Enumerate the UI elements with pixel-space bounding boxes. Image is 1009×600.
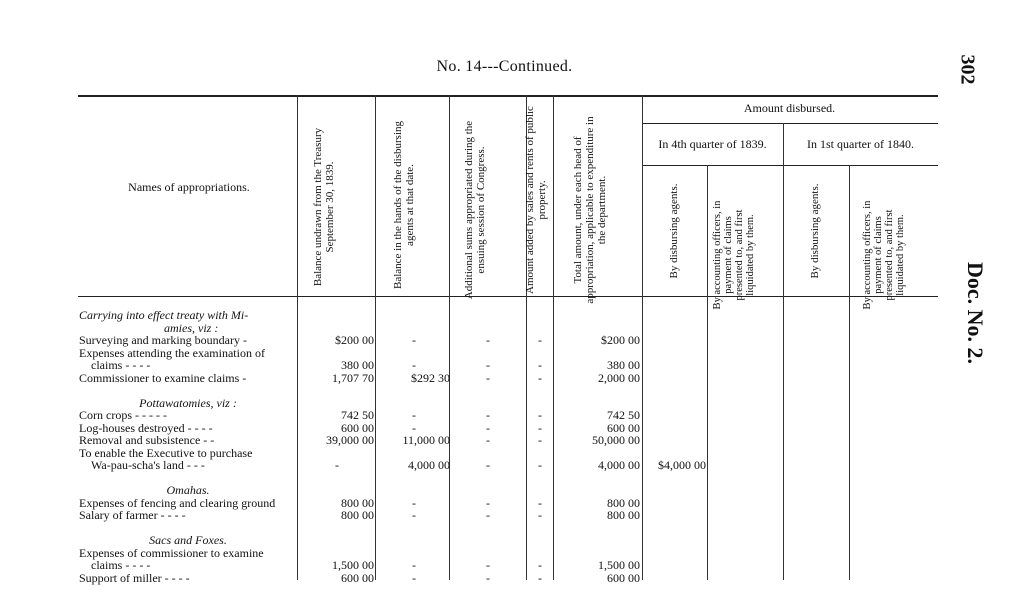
- header-additional-sums: Additional sums appropriated during the ensuing session of Congress.: [463, 120, 487, 300]
- cell-c1: -: [335, 458, 339, 472]
- q1-1840-header: In 1st quarter of 1840.: [807, 137, 914, 151]
- amount-disbursed-rule: [642, 123, 938, 124]
- cell-c5: 600 00: [607, 420, 640, 435]
- q4-1839-header: In 4th quarter of 1839.: [658, 137, 767, 151]
- appropriation-name: Log-houses destroyed - - - -: [79, 420, 213, 435]
- appropriation-name: Surveying and marking boundary -: [79, 333, 247, 347]
- cell-c5: 742 50: [607, 408, 640, 422]
- appropriation-name: Omahas.: [166, 483, 210, 497]
- appropriation-name: To enable the Executive to purchase: [79, 445, 253, 460]
- cell-c2: -: [412, 408, 416, 422]
- cell-c3: -: [486, 370, 490, 385]
- appropriation-name: Support of miller - - - -: [79, 570, 190, 585]
- cell-c3: -: [486, 558, 490, 572]
- header-sales-rents: Amount added by sales and rents of public property.: [524, 106, 548, 294]
- appropriation-name: claims - - - -: [91, 558, 151, 572]
- appropriation-name: Sacs and Foxes.: [149, 533, 227, 547]
- cell-c3: -: [486, 408, 490, 422]
- cell-c6: $4,000 00: [658, 458, 706, 472]
- table-row: [78, 347, 938, 360]
- cell-c4: -: [538, 508, 542, 522]
- header-q4-disbursing-agents: By disbursing agents.: [668, 183, 680, 279]
- cell-c1: 1,707 70: [332, 370, 374, 385]
- cell-c2: -: [412, 570, 416, 585]
- cell-c1: 1,500 00: [332, 558, 374, 572]
- cell-c5: 600 00: [607, 570, 640, 585]
- table-row: [78, 459, 938, 472]
- cell-c3: -: [486, 508, 490, 522]
- cell-c2: -: [412, 420, 416, 435]
- table-row: [78, 547, 938, 560]
- appropriation-name: Expenses of commissioner to examine: [79, 545, 264, 560]
- page-number: 302: [956, 54, 979, 85]
- cell-c2: $292 30: [411, 370, 450, 385]
- appropriation-name: Corn crops - - - - -: [79, 408, 167, 422]
- cell-c1: $200 00: [335, 333, 374, 347]
- table-top-rule: [78, 95, 938, 97]
- table-row: [78, 372, 938, 385]
- cell-c5: 50,000 00: [592, 433, 640, 447]
- cell-c5: $200 00: [601, 333, 640, 347]
- cell-c2: 4,000 00: [408, 458, 450, 472]
- appropriation-name: Carrying into effect treaty with Mi-: [79, 308, 249, 322]
- appropriation-name: claims - - - -: [91, 358, 151, 372]
- table-row: [78, 572, 938, 585]
- appropriation-name: Commissioner to examine claims -: [79, 370, 247, 385]
- cell-c2: 11,000 00: [402, 433, 450, 447]
- cell-c2: -: [412, 508, 416, 522]
- cell-c3: -: [486, 433, 490, 447]
- cell-c4: -: [538, 570, 542, 585]
- cell-c5: 800 00: [607, 508, 640, 522]
- appropriation-name: amies, viz :: [164, 320, 219, 335]
- table-row: [78, 497, 938, 510]
- cell-c5: 800 00: [607, 495, 640, 510]
- header-total-amount: Total amount, under each head of appropriation, applicable to expenditure in the department.: [572, 116, 608, 304]
- cell-c3: -: [486, 420, 490, 435]
- cell-c2: -: [412, 558, 416, 572]
- header-balance-undrawn: Balance undrawn from the Treasury September 30, 1839.: [312, 127, 336, 287]
- amount-disbursed-header: Amount disbursed.: [743, 101, 836, 115]
- cell-c4: -: [538, 495, 542, 510]
- cell-c2: -: [412, 495, 416, 510]
- header-q1-accounting-officers: By accounting officers, in payment of claims presented to, and first liquidated by them.: [862, 200, 906, 310]
- cell-c3: -: [486, 458, 490, 472]
- appropriation-name: Removal and subsistence - -: [79, 433, 215, 447]
- cell-c4: -: [538, 558, 542, 572]
- header-q1-disbursing-agents: By disbursing agents.: [809, 183, 821, 279]
- appropriation-name: Expenses of fencing and clearing ground: [79, 495, 276, 510]
- cell-c5: 1,500 00: [598, 558, 640, 572]
- cell-c5: 380 00: [607, 358, 640, 372]
- cell-c3: -: [486, 495, 490, 510]
- cell-c2: -: [412, 358, 416, 372]
- cell-c1: 742 50: [341, 408, 374, 422]
- header-balance-agents: Balance in the hands of the disbursing agents at that date.: [392, 120, 416, 290]
- page-title: No. 14---Continued.: [436, 58, 573, 75]
- cell-c1: 600 00: [341, 570, 374, 585]
- cell-c5: 4,000 00: [598, 458, 640, 472]
- appropriation-name: Wa-pau-scha's land - - -: [91, 458, 205, 472]
- cell-c4: -: [538, 358, 542, 372]
- table-row: [78, 509, 938, 522]
- cell-c1: 800 00: [341, 495, 374, 510]
- cell-c1: 39,000 00: [326, 433, 374, 447]
- cell-c1: 600 00: [341, 420, 374, 435]
- cell-c4: -: [538, 458, 542, 472]
- cell-c4: -: [538, 370, 542, 385]
- cell-c3: -: [486, 333, 490, 347]
- appropriation-name: Salary of farmer - - - -: [79, 508, 186, 522]
- quarter-rule: [642, 165, 938, 166]
- cell-c4: -: [538, 408, 542, 422]
- names-header: Names of appropriations.: [128, 180, 250, 194]
- cell-c4: -: [538, 420, 542, 435]
- cell-c4: -: [538, 433, 542, 447]
- doc-number: Doc. No. 2.: [963, 261, 988, 365]
- table-row: [78, 559, 938, 572]
- cell-c3: -: [486, 358, 490, 372]
- cell-c1: 800 00: [341, 508, 374, 522]
- cell-c2: -: [412, 333, 416, 347]
- table-row: [78, 397, 938, 410]
- cell-c4: -: [538, 333, 542, 347]
- cell-c1: 380 00: [341, 358, 374, 372]
- cell-c5: 2,000 00: [598, 370, 640, 385]
- cell-c3: -: [486, 570, 490, 585]
- header-q4-accounting-officers: By accounting officers, in payment of claims presented to, and first liquidated by them.: [712, 200, 756, 310]
- appropriation-name: Pottawatomies, viz :: [139, 395, 237, 410]
- table-row: [78, 447, 938, 460]
- appropriation-name: Expenses attending the examination of: [79, 345, 265, 360]
